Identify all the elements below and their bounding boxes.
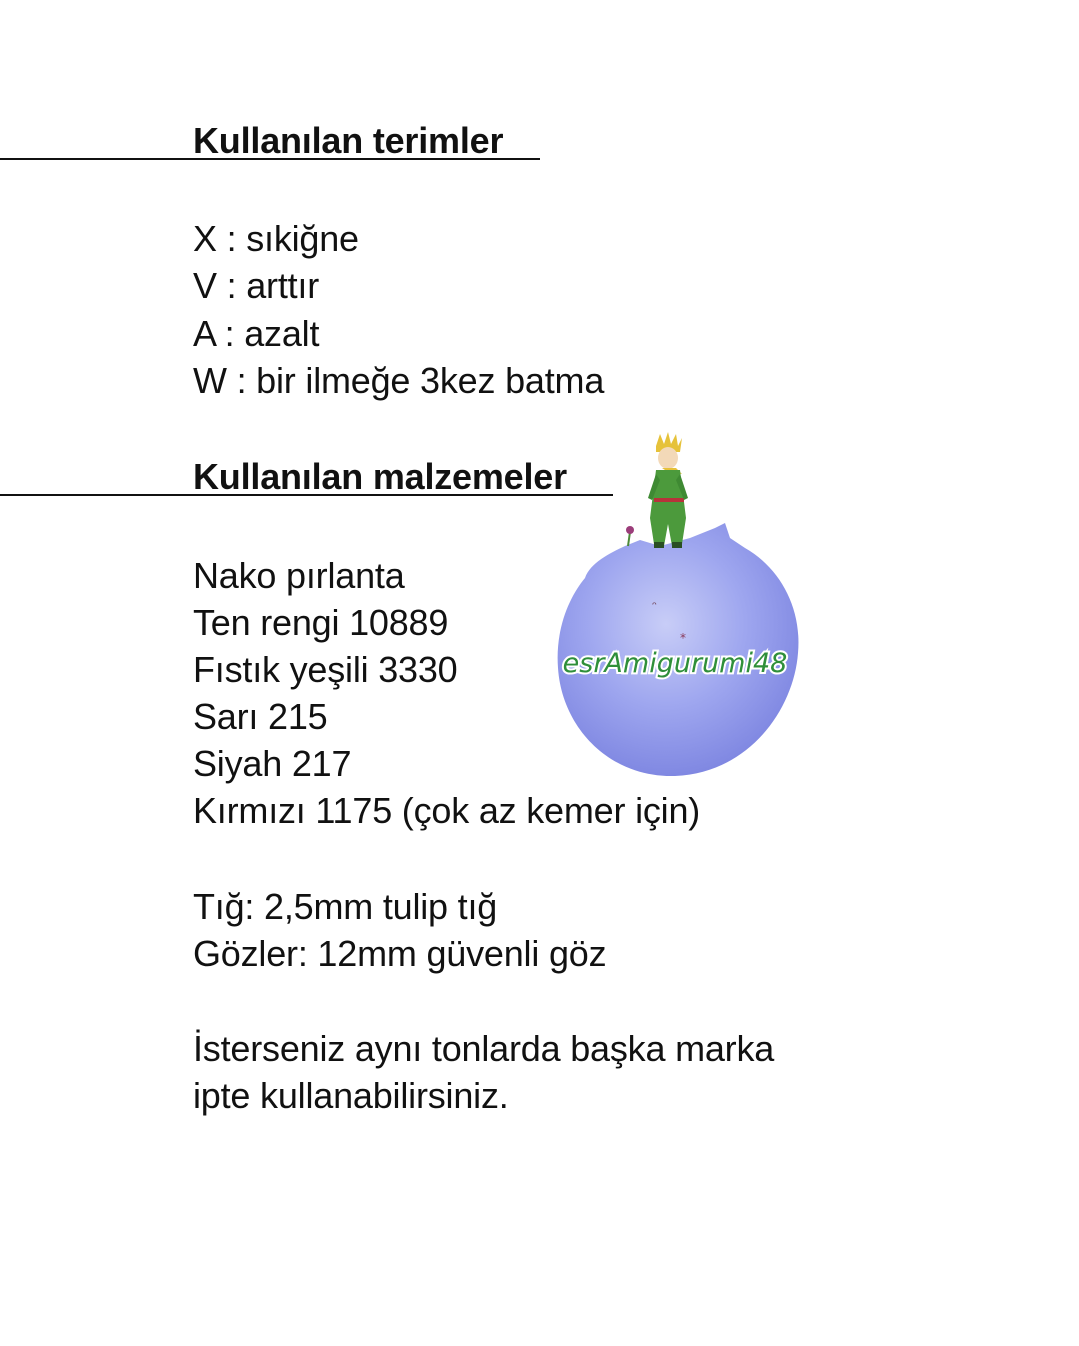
planet-mark-icon: ᵔ [652,599,657,613]
flower-icon [626,526,634,534]
term-item: A : azalt [193,313,320,354]
note-line: ipte kullanabilirsiniz. [193,1075,509,1116]
yarn-item: Sarı 215 [193,696,328,737]
note-line: İsterseniz aynı tonlarda başka marka [193,1028,775,1069]
tool-item: Gözler: 12mm güvenli göz [193,933,607,974]
tool-item: Tığ: 2,5mm tulip tığ [193,886,498,927]
flower-stem [628,532,630,546]
watermark-text: esrAmigurumi48 [562,648,788,679]
yarn-item: Kırmızı 1175 (çok az kemer için) [193,790,701,831]
little-prince-icon [648,432,688,548]
watermark-illustration [540,428,810,788]
term-item: X : sıkiğne [193,218,359,259]
yarn-item: Siyah 217 [193,743,352,784]
yarn-item: Nako pırlanta [193,555,405,596]
planet-svg [540,428,810,788]
terms-heading: Kullanılan terimler [193,120,504,161]
yarn-item: Ten rengi 10889 [193,602,449,643]
term-item: V : arttır [193,265,320,306]
yarn-item: Fıstık yeşili 3330 [193,649,458,690]
materials-heading: Kullanılan malzemeler [193,456,567,497]
planet-mark-icon: * [680,631,686,645]
term-item: W : bir ilmeğe 3kez batma [193,360,605,401]
